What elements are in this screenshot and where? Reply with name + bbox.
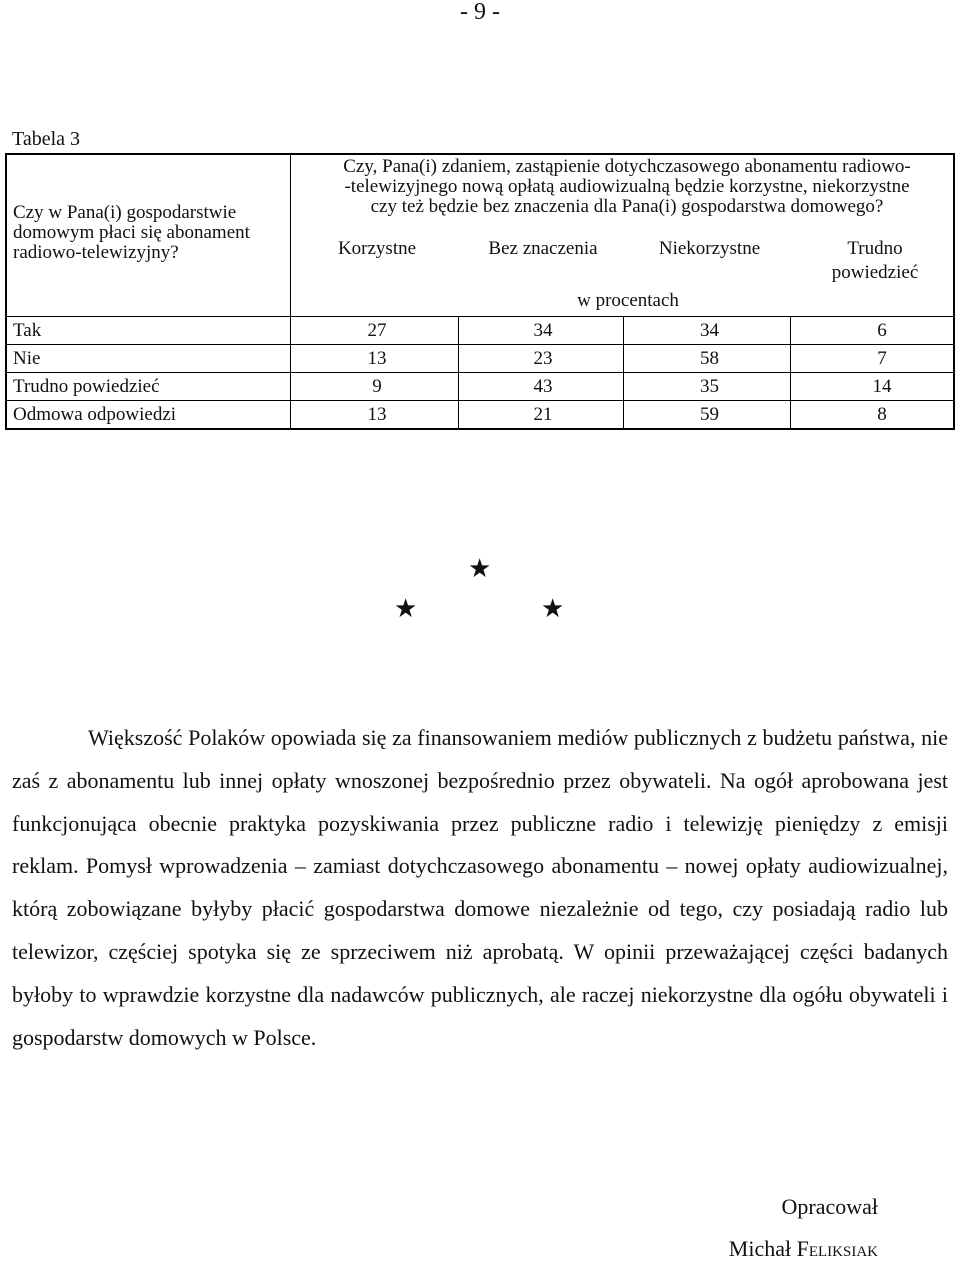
table-cell: 9 bbox=[372, 376, 382, 397]
table-cell: 35 bbox=[700, 376, 719, 397]
table-cell: 34 bbox=[533, 320, 553, 341]
table-cell: 23 bbox=[533, 348, 553, 369]
author-first-name: Michał bbox=[728, 1236, 792, 1261]
column-question-line: Czy, Pana(i) zdaniem, zastąpienie dotychczasowego abonamentu radiowo- bbox=[343, 156, 911, 177]
page-number: - 9 - bbox=[460, 0, 500, 25]
column-question-line: czy też będzie bez znaczenia dla Pana(i) gospodarstwa domowego? bbox=[370, 196, 884, 217]
table-divider bbox=[290, 155, 291, 428]
author-last-name: Feliksiak bbox=[796, 1236, 878, 1261]
column-header-line: powiedzieć bbox=[831, 262, 919, 283]
table-divider bbox=[7, 344, 953, 345]
row-label: Trudno powiedzieć bbox=[13, 376, 160, 397]
column-header-trudno-powiedziec bbox=[797, 237, 953, 285]
author-name bbox=[729, 1228, 878, 1270]
table-cell: 13 bbox=[367, 404, 387, 425]
table-cell: 13 bbox=[367, 348, 387, 369]
unit-label: w procentach bbox=[577, 290, 679, 311]
table-cell: 59 bbox=[700, 404, 719, 425]
table-divider bbox=[7, 316, 953, 317]
star-icon: ★ bbox=[541, 594, 565, 623]
summary-paragraph bbox=[12, 717, 948, 1059]
table-cell: 6 bbox=[877, 320, 887, 341]
signature bbox=[729, 1186, 878, 1270]
table-cell: 8 bbox=[877, 404, 887, 425]
table-divider bbox=[7, 400, 953, 401]
column-header-korzystne: Korzystne bbox=[337, 238, 417, 259]
table-label: Tabela 3 bbox=[12, 128, 81, 150]
table-cell: 27 bbox=[367, 320, 387, 341]
column-question-line: -telewizyjnego nową opłatą audiowizualną będzie korzystne, niekorzystne bbox=[344, 176, 910, 197]
survey-table bbox=[5, 153, 955, 430]
prepared-by-label: Opracował bbox=[781, 1194, 878, 1219]
paragraph-text: Większość Polaków opowiada się za finansowaniem mediów publicznych z budżetu państwa, nie zaś z abonamentu lub innej opłaty wnoszonej bezpośrednio przez obywateli. Na ogół aprobowana jest funkcjonująca obecnie praktyka pozyskiwania przez publiczne radio i telewizję pieniędzy z emisji reklam. Pomysł wprowadzenia – zamiast dotychczasowego abonamentu – nowej opłaty audiowizualnej, którą zobowiązane byłyby płacić gospodarstwa domowe niezależnie od tego, czy posiadają radio lub telewizor, częściej spotyka się ze sprzeciwem niż aprobatą. W opinii przeważającej części badanych byłoby to wprawdzie korzystne dla nadawców publicznych, ale raczej niekorzystne dla ogółu obywateli i gospodarstw domowych w Polsce. bbox=[12, 725, 948, 1050]
column-question bbox=[297, 155, 957, 217]
table-cell: 7 bbox=[877, 348, 887, 369]
table-cell: 14 bbox=[872, 376, 892, 397]
star-icon: ★ bbox=[394, 594, 418, 623]
table-cell: 21 bbox=[533, 404, 553, 425]
table-divider bbox=[7, 372, 953, 373]
row-label: Odmowa odpowiedzi bbox=[13, 404, 177, 425]
column-header-line: Trudno bbox=[847, 238, 903, 259]
column-header-niekorzystne: Niekorzystne bbox=[658, 238, 761, 259]
column-header-bez-znaczenia: Bez znaczenia bbox=[488, 238, 598, 259]
table-cell: 58 bbox=[700, 348, 719, 369]
table-cell: 34 bbox=[700, 320, 719, 341]
row-question: Czy w Pana(i) gospodarstwie domowym płaci się abonament radiowo-telewizyjny? bbox=[13, 202, 250, 263]
table-cell: 43 bbox=[533, 376, 553, 397]
star-icon: ★ bbox=[468, 554, 492, 583]
row-label: Nie bbox=[13, 348, 41, 369]
row-label: Tak bbox=[13, 320, 42, 341]
